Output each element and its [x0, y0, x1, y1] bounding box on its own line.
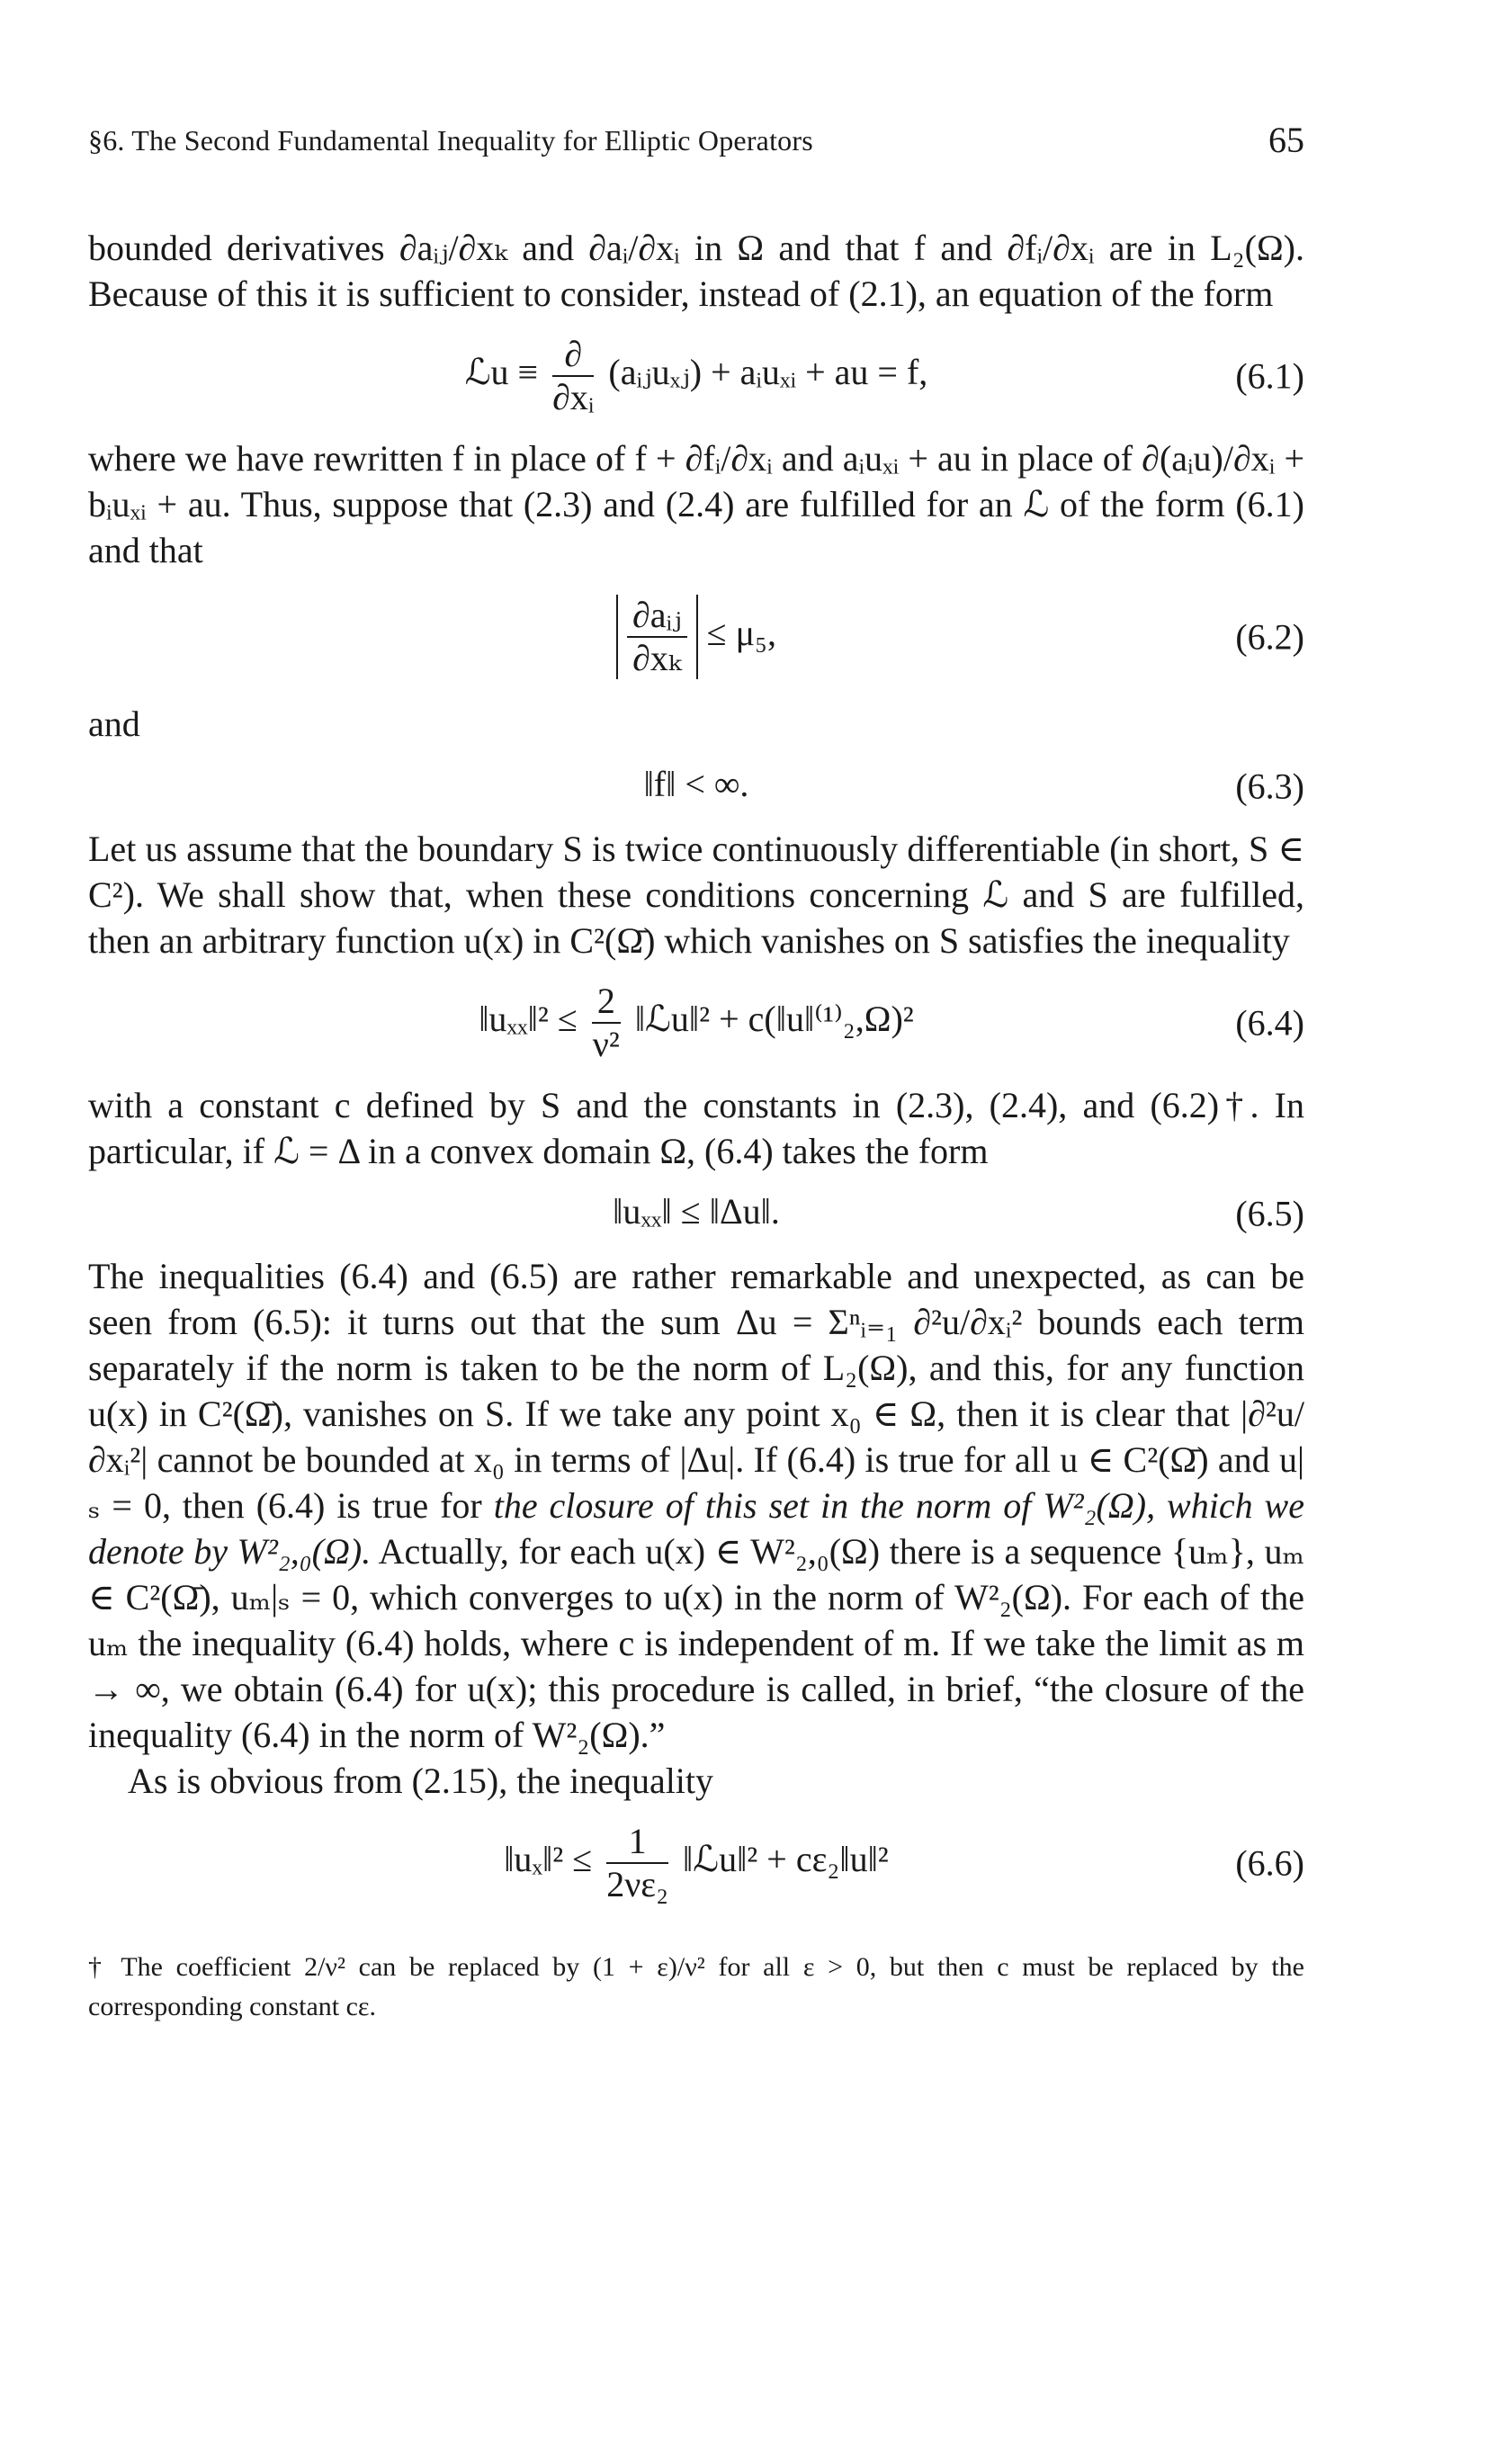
equation-6-3 — [88, 761, 1304, 811]
paragraph-2: where we have rewritten f in place of f + ∂fᵢ/∂xᵢ and aᵢuₓᵢ + au in place of ∂(aᵢu)/∂xᵢ + bᵢuₓᵢ + au. Thus, suppose that (2.3) and (2.4) are fulfilled for an ℒ of the form (6.1) and that — [88, 438, 1304, 570]
eq-6-3-label: (6.3) — [1235, 766, 1304, 807]
eq-6-6-denominator: 2νε₂ — [606, 1864, 669, 1904]
running-head: §6. The Second Fundamental Inequality for Elliptic Operators — [88, 124, 813, 157]
paragraph-5-rest: Actually, for each u(x) ∈ W²₂,₀(Ω) there is a sequence {uₘ}, uₘ ∈ C²(Ω̄), uₘ|ₛ = 0, which converges to u(x) in the norm of W²₂(Ω). For each of the uₘ the inequality (6.4) holds, where c is independent of m. If we take the limit as m → ∞, we obtain (6.4) for u(x); this procedure is called, in brief, “the closure of the inequality (6.4) in the norm of W²₂(Ω).” — [88, 1531, 1304, 1755]
eq-6-6-rhs: ‖ℒu‖² + cε₂‖u‖² — [683, 1839, 889, 1880]
eq-6-1-fraction — [552, 334, 594, 418]
equation-6-4 — [88, 978, 1304, 1068]
eq-6-2-fraction — [627, 595, 687, 679]
and-word: and — [88, 703, 140, 744]
eq-6-4-denominator: ν² — [592, 1024, 620, 1064]
paragraph-4: with a constant c defined by S and the constants in (2.3), (2.4), and (6.2)†. In particular, if ℒ = Δ in a convex domain Ω, (6.4) takes the form — [88, 1085, 1304, 1171]
eq-6-1-numerator: ∂ — [552, 334, 594, 377]
main-text — [88, 225, 1304, 2027]
paragraph-6: As is obvious from (2.15), the inequality — [128, 1761, 714, 1801]
eq-6-1-label: (6.1) — [1235, 355, 1304, 397]
equation-6-5 — [88, 1188, 1304, 1239]
page-header — [88, 119, 1304, 164]
paragraph-5-italic: the closure of this set in the norm of W²₂(Ω), which we denote by W²₂,₀(Ω). — [88, 1485, 1304, 1572]
paragraph-5-start: The inequalities (6.4) and (6.5) are rather remarkable and unexpected, as can be seen from (6.5): it turns out that the sum Δu = Σⁿᵢ₌₁ ∂²u/∂xᵢ² bounds each term separately if the norm is taken to be the norm of L₂(Ω), and this, for any function u(x) in C²(Ω̄), vanishes on S. If we take any point x₀ ∈ Ω, then it is clear that |∂²u/∂xᵢ²| cannot be bounded at x₀ in terms of |Δu|. If (6.4) is true for all u ∈ C²(Ω̄) and u|ₛ = 0, then (6.4) is true for — [88, 1256, 1304, 1526]
eq-6-6-numerator: 1 — [606, 1821, 668, 1864]
eq-6-2-rhs: ≤ μ₅, — [706, 613, 776, 654]
equation-6-1 — [88, 331, 1304, 421]
eq-6-5-body: ‖uₓₓ‖ ≤ ‖Δu‖. — [613, 1191, 780, 1232]
footnote: † The coefficient 2/ν² can be replaced by (1 + ε)/ν² for all ε > 0, but then c must be replaced by the corresponding constant cε. — [88, 1952, 1304, 2021]
eq-6-6-fraction — [606, 1821, 668, 1905]
eq-6-1-rhs: (aᵢⱼuₓⱼ) + aᵢuₓᵢ + au = f, — [608, 352, 928, 393]
eq-6-1-denominator: ∂xᵢ — [552, 377, 595, 417]
paragraph-1: bounded derivatives ∂aᵢⱼ/∂xₖ and ∂aᵢ/∂xᵢ in Ω and that f and ∂fᵢ/∂xᵢ are in L₂(Ω). Because of this it is sufficient to consider, instead of (2.1), an equation of the form — [88, 228, 1304, 314]
eq-6-6-lhs: ‖uₓ‖² ≤ — [504, 1839, 593, 1880]
eq-6-2-numerator: ∂aᵢⱼ — [627, 595, 687, 638]
eq-6-6-label: (6.6) — [1235, 1842, 1304, 1884]
paragraph-5 — [88, 1253, 1304, 1758]
page-number: 65 — [1268, 120, 1304, 160]
eq-6-2-abs — [616, 595, 698, 679]
eq-6-4-numerator: 2 — [592, 981, 621, 1024]
eq-6-2-label: (6.2) — [1235, 616, 1304, 658]
eq-6-4-label: (6.4) — [1235, 1002, 1304, 1044]
eq-6-1-lhs: ℒu ≡ — [464, 352, 539, 393]
eq-6-3-body: ‖f‖ < ∞. — [643, 764, 749, 804]
paragraph-3: Let us assume that the boundary S is twice continuously differentiable (in short, S ∈ C²). We shall show that, when these conditions concerning ℒ and S are fulfilled, then an arbitrary function u(x) in C²(Ω̄) which vanishes on S satisfies the inequality — [88, 829, 1304, 961]
eq-6-2-denominator: ∂xₖ — [632, 638, 682, 678]
eq-6-4-lhs: ‖uₓₓ‖² ≤ — [479, 999, 578, 1040]
eq-6-5-label: (6.5) — [1235, 1193, 1304, 1234]
equation-6-2 — [88, 587, 1304, 686]
equation-6-6 — [88, 1818, 1304, 1908]
eq-6-4-rhs: ‖ℒu‖² + c(‖u‖⁽¹⁾₂,Ω)² — [634, 999, 914, 1040]
eq-6-4-fraction — [592, 981, 621, 1065]
